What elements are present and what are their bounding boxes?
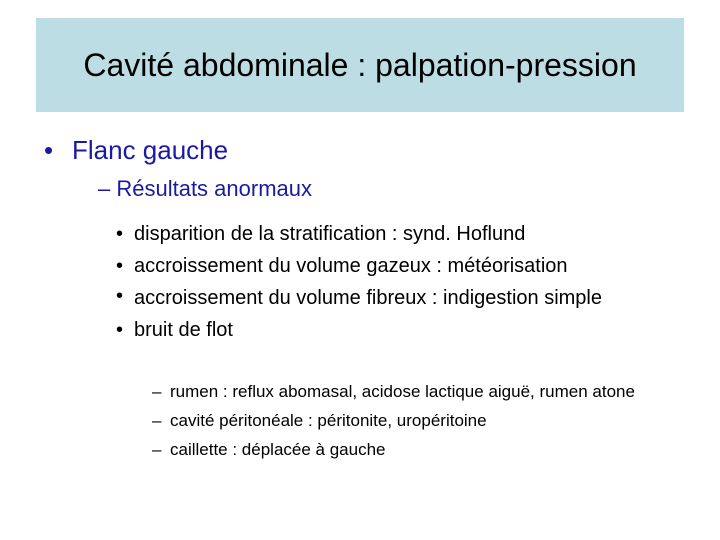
heading-item — [44, 134, 228, 166]
list-item: • disparition de la stratification : synd. Hoflund — [116, 218, 696, 250]
list-item: • bruit de flot — [116, 314, 696, 346]
slide-title: Cavité abdominale : palpation-pression — [83, 47, 637, 83]
title-box — [36, 18, 684, 112]
list-item: • accroissement du volume fibreux : indigestion simple — [116, 282, 696, 314]
subheading: – Résultats anormaux — [98, 176, 312, 201]
sub-list-item: – rumen : reflux abomasal, acidose lactique aiguë, rumen atone — [152, 381, 682, 402]
sub-list-item: – caillette : déplacée à gauche — [152, 439, 682, 460]
subfindings-list — [152, 381, 682, 468]
list-item: • accroissement du volume gazeux : météorisation — [116, 250, 696, 282]
heading-text: Flanc gauche — [72, 135, 229, 165]
heading-bullet: • — [44, 135, 54, 165]
sub-list-item: – cavité péritonéale : péritonite, uropéritoine — [152, 410, 682, 431]
findings-list — [116, 218, 696, 346]
